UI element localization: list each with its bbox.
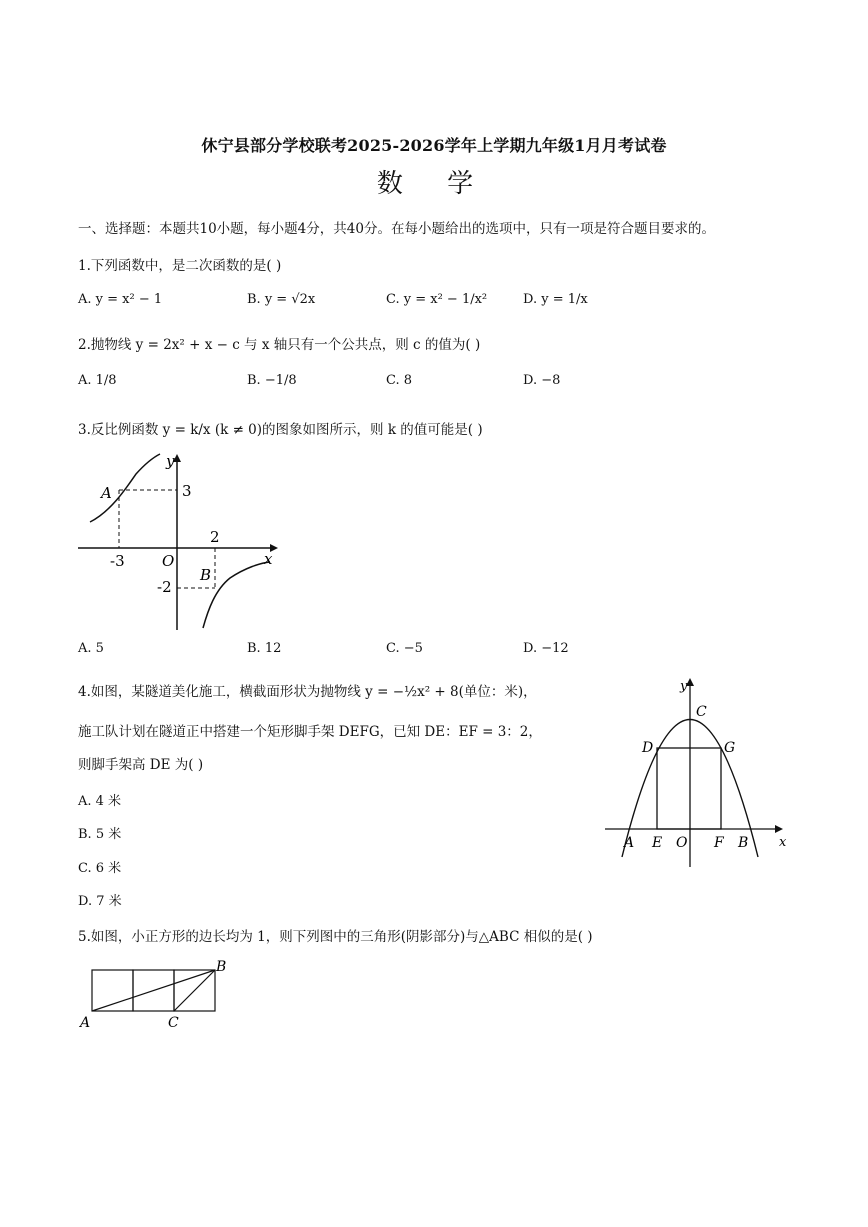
q5-segment-ab xyxy=(92,970,215,1011)
q4-label-b: B xyxy=(738,835,749,851)
q4-option-b: B. 5 米 xyxy=(78,827,122,842)
q2-option-b: B. −1/8 xyxy=(247,373,297,388)
q3-tick-3: 3 xyxy=(182,482,192,500)
q4-tunnel-figure xyxy=(600,672,795,872)
q3-option-d: D. −12 xyxy=(523,641,569,656)
q3-option-b: B. 12 xyxy=(247,641,282,656)
q4-y-axis-label: y xyxy=(680,679,688,694)
section-heading: 一、选择题：本题共10小题，每小题4分，共40分。在每小题给出的选项中，只有一项是符合题目要求的。 xyxy=(78,221,715,237)
q3-stem: 3.反比例函数 y = k/x (k ≠ 0)的图象如图所示，则 k 的值可能是( ) xyxy=(78,422,483,438)
q3-tick-2: 2 xyxy=(210,528,220,546)
q4-option-d: D. 7 米 xyxy=(78,894,122,909)
q3-x-axis-label: x xyxy=(264,550,273,568)
q5-label-b: B xyxy=(216,959,227,975)
q1-option-c: C. y = x² − 1/x² xyxy=(386,292,488,307)
q4-stem-line1: 4.如图，某隧道美化施工，横截面形状为抛物线 y = −½x² + 8(单位：米)， xyxy=(78,684,537,700)
subject-title: 数 学 xyxy=(376,169,492,199)
q3-option-c: C. −5 xyxy=(386,641,423,656)
q4-label-c: C xyxy=(696,704,707,720)
q3-curve-right-branch xyxy=(203,562,270,628)
q5-label-c: C xyxy=(168,1015,179,1031)
q4-option-c: C. 6 米 xyxy=(78,861,122,876)
q5-grid-cell-1 xyxy=(92,970,133,1011)
q3-hyperbola-figure xyxy=(70,450,285,635)
q4-label-f: F xyxy=(714,835,724,851)
q1-option-a: A. y = x² − 1 xyxy=(78,292,163,307)
q4-label-o: O xyxy=(676,835,688,851)
q3-tick-neg3: -3 xyxy=(110,552,125,570)
q4-scaffold-rectangle xyxy=(657,748,721,829)
q3-label-a: A xyxy=(101,484,112,502)
q1-stem: 1.下列函数中，是二次函数的是( ) xyxy=(78,258,282,274)
q4-label-d: D xyxy=(642,740,654,756)
q5-stem: 5.如图，小正方形的边长均为 1，则下列图中的三角形(阴影部分)与△ABC 相似的是( ) xyxy=(78,929,593,945)
q1-option-b: B. y = √2x xyxy=(247,292,316,307)
exam-title: 休宁县部分学校联考2025-2026学年上学期九年级1月月考试卷 xyxy=(201,136,667,155)
q5-segment-cb xyxy=(174,970,215,1011)
q3-y-axis-label: y xyxy=(166,452,175,470)
q2-stem: 2.抛物线 y = 2x² + x − c 与 x 轴只有一个公共点，则 c 的值为( ) xyxy=(78,337,481,353)
q4-stem-line2: 施工队计划在隧道正中搭建一个矩形脚手架 DEFG，已知 DE：EF = 3：2， xyxy=(78,724,542,740)
q4-label-g: G xyxy=(724,740,736,756)
q2-option-c: C. 8 xyxy=(386,373,413,388)
q5-label-a: A xyxy=(80,1015,91,1031)
q4-option-a: A. 4 米 xyxy=(78,794,122,809)
q4-stem-line3: 则脚手架高 DE 为( ) xyxy=(78,757,204,773)
q3-tick-neg2: -2 xyxy=(157,578,172,596)
q3-label-b: B xyxy=(200,566,212,584)
q3-option-a: A. 5 xyxy=(78,641,104,656)
q5-grid-figure xyxy=(75,955,235,1035)
q4-label-a: A xyxy=(624,835,635,851)
q2-option-a: A. 1/8 xyxy=(78,373,117,388)
q4-x-arrow xyxy=(775,825,783,833)
q2-option-d: D. −8 xyxy=(523,373,561,388)
q3-origin-label: O xyxy=(162,552,175,570)
q4-label-e: E xyxy=(652,835,663,851)
q4-x-axis-label: x xyxy=(779,835,787,850)
q1-option-d: D. y = 1/x xyxy=(523,292,588,307)
